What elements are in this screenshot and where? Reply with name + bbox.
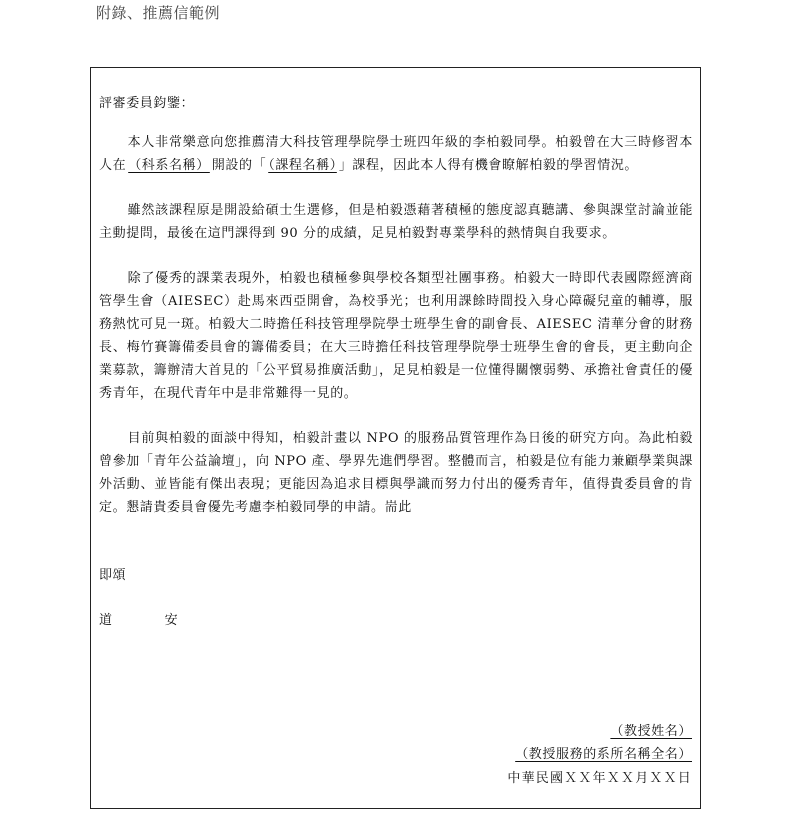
department-placeholder: （科系名稱） [128,158,210,173]
salutation: 評審委員鈞鑒： [99,96,195,111]
signature-name: （教授姓名） [610,724,692,739]
signature-department: （教授服務的系所名稱全名） [515,747,692,762]
paragraph-2: 雖然該課程原是開設給碩士生選修，但是柏毅憑藉著積極的態度認真聽講、參與課堂討論並能主動提問，最後在這門課得到 90 分的成績，足見柏毅對專業學科的熱情與自我要求。 [99,203,693,241]
paragraph-4: 目前與柏毅的面談中得知，柏毅計畫以 NPO 的服務品質管理作為日後的研究方向。為此柏毅曾參加「青年公益論壇」，向 NPO 產、學界先進們學習。整體而言，柏毅是位有能力兼顧學業與課外活動、並皆能有傑出表現；更能因為追求目標與學識而努力付出的優秀青年，值得貴委員會的肯定。懇請貴委員會優先考慮李柏毅同學的申請。耑此 [99,431,693,515]
paragraph-1-part2: 開設的「 [211,158,267,173]
closing-word-2: 安 [164,613,179,628]
closing-word-1: 道 [99,613,113,628]
signature-date: 中華民國ＸＸ年ＸＸ月ＸＸ日 [507,771,692,786]
paragraph-1 [99,131,693,177]
paragraph-1-part3: 」課程，因此本人得有機會瞭解柏毅的學習情況。 [338,158,639,173]
paragraph-1-part1: 本人非常樂意向您推薦清大科技管理學院學士班四年級的李柏毅同學。柏毅曾在大三時修習本人在 [99,135,693,173]
recommendation-letter-frame [90,67,701,809]
closing-line-1: 即頌 [99,568,127,583]
closing-line-2 [99,609,178,628]
appendix-heading: 附錄、推薦信範例 [96,4,221,22]
course-placeholder: （課程名稱） [268,158,337,173]
paragraph-3: 除了優秀的課業表現外，柏毅也積極參與學校各類型社團事務。柏毅大一時即代表國際經濟商管學生會（AIESEC）赴馬來西亞開會，為校爭光；也利用課餘時間投入身心障礙兒童的輔導，服務熱忱可見一斑。柏毅大二時擔任科技管理學院學士班學生會的副會長、AIESEC 清華分會的財務長、梅竹賽籌備委員會的籌備委員；在大三時擔任科技管理學院學士班學生會的會長，更主動向企業募款，籌辦清大首見的「公平貿易推廣活動」，足見柏毅是一位懂得關懷弱勢、承擔社會責任的優秀青年，在現代青年中是非常難得一見的。 [99,271,693,401]
letter-body [99,92,693,541]
